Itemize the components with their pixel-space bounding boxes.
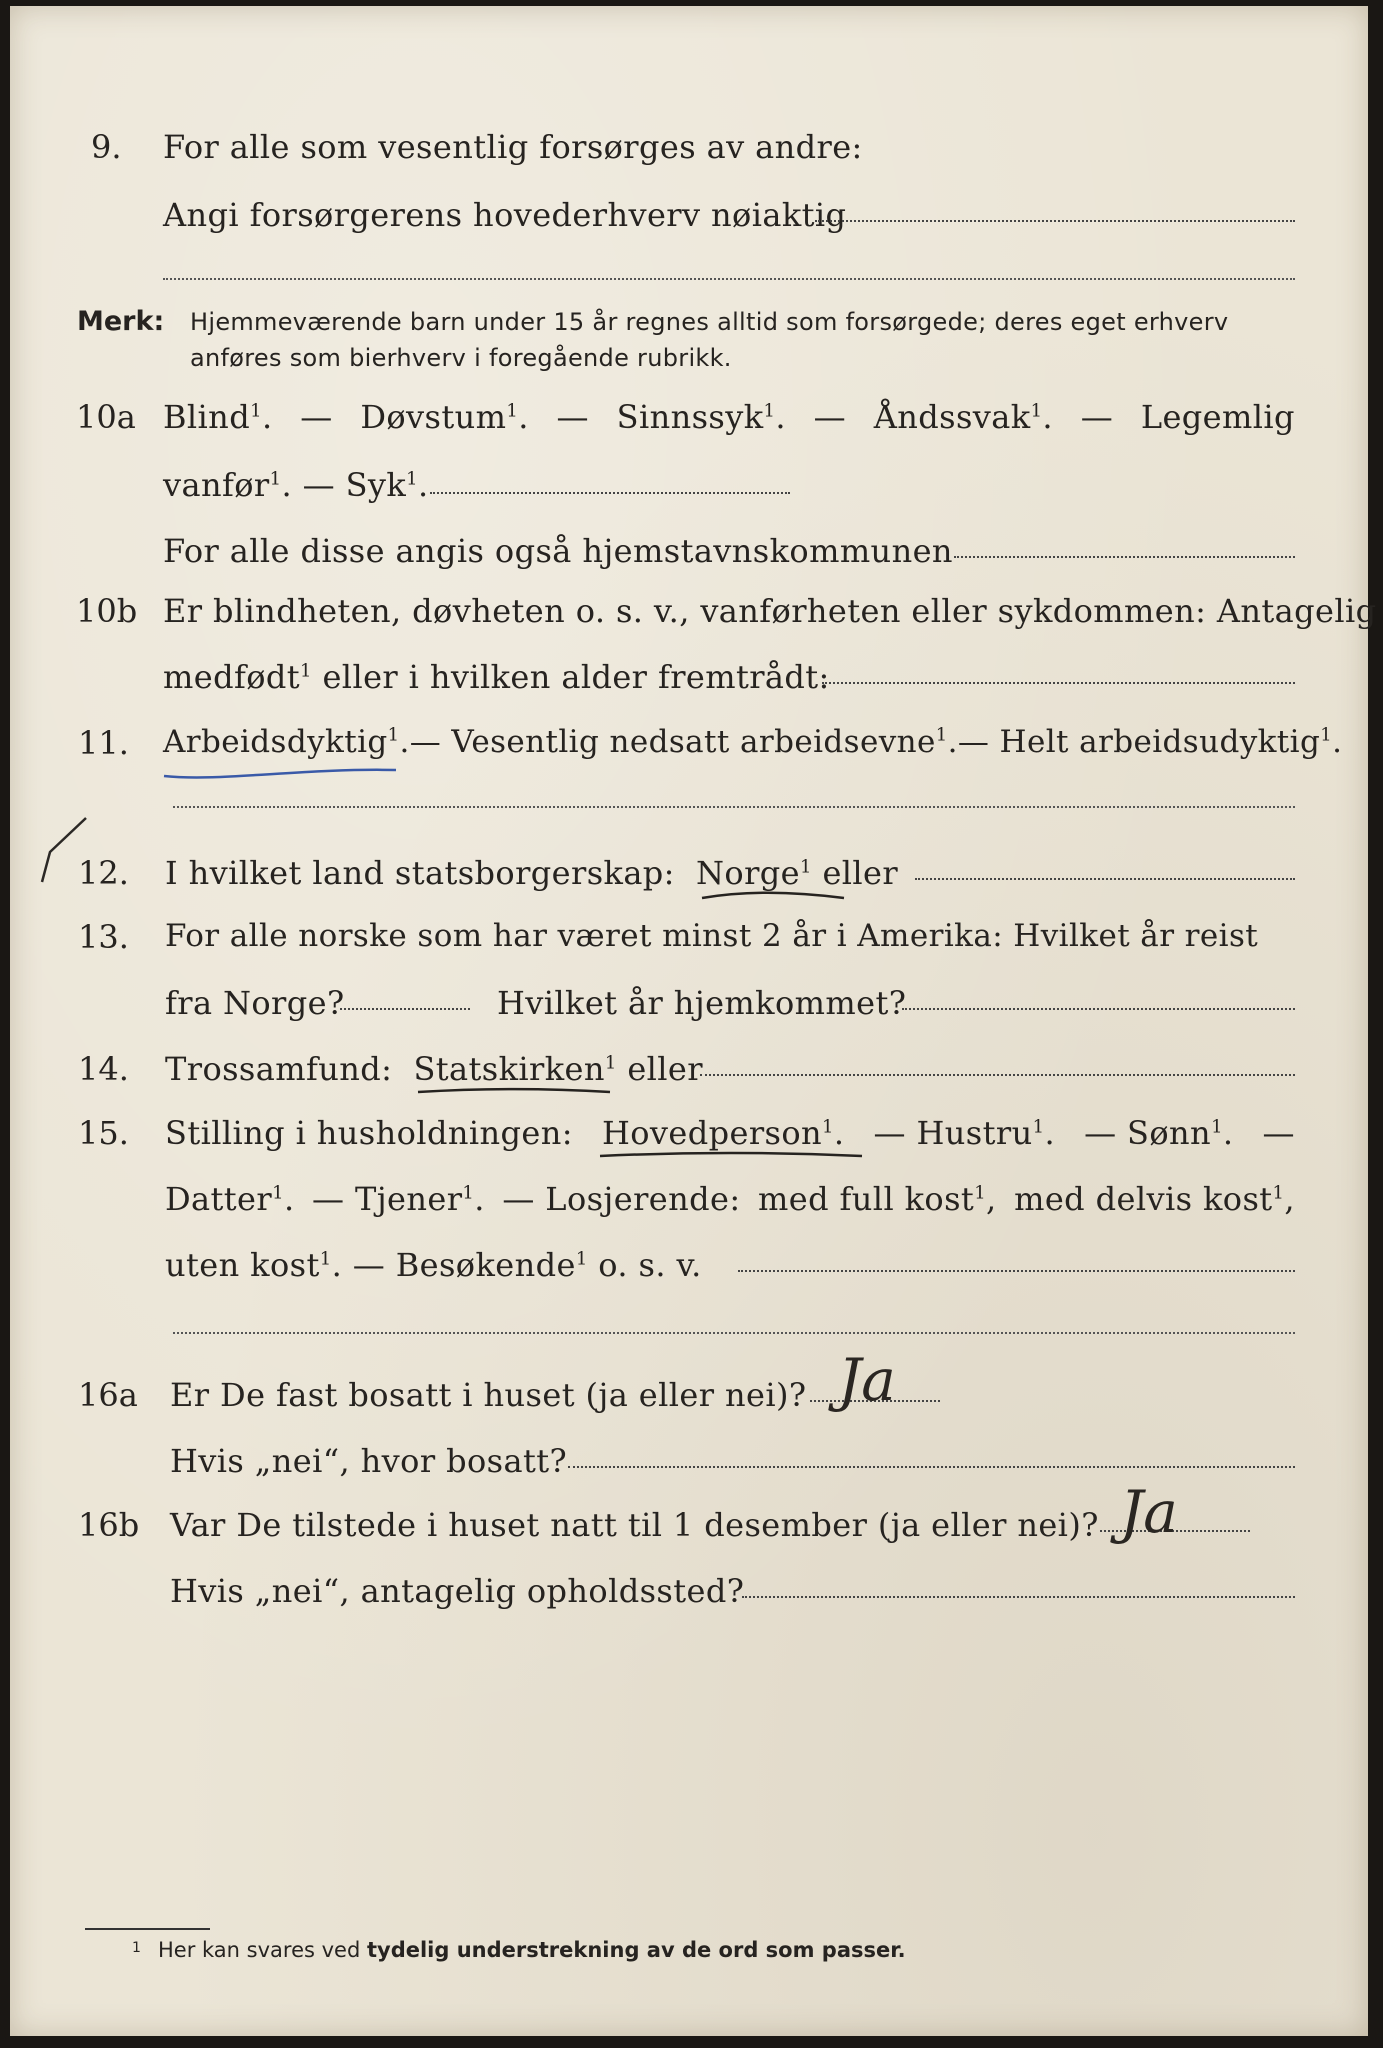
dash: — [813,398,847,436]
q13-hjemkommet: Hvilket år hjemkommet? [497,984,907,1022]
footnote-text: Her kan svares ved tydelig understrekning av de ord som passer. [158,1938,906,1962]
opt-besokende[interactable]: — Besøkende$^1$ [352,1246,588,1284]
q10b-answer-field[interactable] [822,682,1295,684]
q13-hjemkommet-field[interactable] [902,1008,1295,1010]
opt-hustru[interactable]: — Hustru$^1$. [873,1114,1056,1152]
opt-andssvak[interactable]: Åndssvak$^1$. [873,398,1053,436]
q9-line2: Angi forsørgerens hovederhverv nøiaktig [163,196,847,234]
q13-reist-field[interactable] [340,1008,470,1010]
q16b-line2: Hvis „nei“, antagelig opholdssted? [170,1572,745,1610]
opt-dovstum[interactable]: Døvstum$^1$. [360,398,529,436]
opt-arbeidsdyktig[interactable]: Arbeidsdyktig$^1$. [163,724,410,760]
q10a-kommune-field[interactable] [954,556,1295,558]
q14-answer-field[interactable] [700,1074,1295,1076]
opt-sinnssyk[interactable]: Sinnssyk$^1$. [616,398,786,436]
q14-line: Trossamfund: Statskirken$^1$ eller [165,1050,703,1088]
opt-vanfor[interactable]: vanfør$^1$. [163,466,293,504]
opt-delvis[interactable]: med delvis kost$^1$, [1014,1180,1295,1218]
q16b-opholdssted-field[interactable] [742,1596,1295,1598]
q10b-line1: Er blindheten, døvheten o. s. v., vanførheten eller sykdommen: Antagelig [163,592,1377,630]
item-number-16b: 16b [78,1506,140,1544]
q16a-line1: Er De fast bosatt i huset (ja eller nei)? [170,1376,807,1414]
opt-sonn[interactable]: — Sønn$^1$. [1084,1114,1234,1152]
pen-underline-arbeidsdyktig [160,758,400,784]
item-number-12: 12. [78,854,129,892]
item-number-14: 14. [78,1050,129,1088]
item-number-13: 13. [78,918,129,956]
dash: — [556,398,589,436]
q10a-line1 [163,398,1295,436]
item-number-11: 11. [78,724,129,762]
dash: — [1080,398,1114,436]
item-number-15: 15. [78,1114,129,1152]
q10a-line3: For alle disse angis også hjemstavnskommunen [163,532,953,570]
item-number-10a: 10a [76,398,136,436]
opt-blind[interactable]: Blind$^1$. [163,398,273,436]
form-page [10,6,1377,2036]
q16a-bosatt-field[interactable] [568,1466,1295,1468]
pen-underline-statskirken [414,1080,614,1100]
q15-line2: Datter$^1$. — Tjener$^1$. — Losjerende: med full kost$^1$, med delvis kost$^1$, [165,1180,1295,1218]
opt-datter[interactable]: Datter$^1$. [165,1180,295,1218]
q16a-line2: Hvis „nei“, hvor bosatt? [170,1442,568,1480]
opt-syk[interactable]: Syk$^1$. [345,466,429,504]
q9-answer-field[interactable] [815,220,1295,222]
q15-line3: uten kost$^1$. — Besøkende$^1$ o. s. v. [165,1246,702,1284]
footnote-rule [85,1928,210,1930]
q15-answer-line2[interactable] [173,1332,1295,1334]
q13-reist: fra Norge? [165,984,345,1022]
q12-answer-field[interactable] [915,878,1295,880]
footnote-mark: 1 [132,1940,141,1956]
item-number-10b: 10b [76,592,138,630]
pen-underline-hovedperson [596,1144,866,1164]
q10a-syk-field[interactable] [430,492,790,494]
note-line1: Hjemmeværende barn under 15 år regnes alltid som forsørgede; deres eget erhverv [190,308,1229,336]
note-label: Merk: [77,306,165,337]
opt-statskirken[interactable]: Statskirken$^1$ [413,1050,617,1088]
opt-tjener[interactable]: — Tjener$^1$. [312,1180,485,1218]
q9-line1: For alle som vesentlig forsørges av andre: [163,128,863,166]
opt-udyktig[interactable]: — Helt arbeidsudyktig$^1$. [957,724,1343,760]
q10b-line2: medfødt$^1$ eller i hvilken alder fremtrådt: [163,658,830,696]
q16b-handwritten-answer: Ja [1120,1478,1178,1546]
q10a-line2: vanfør$^1$. — Syk$^1$. [163,466,429,504]
dash: — [300,398,333,436]
opt-norge[interactable]: Norge$^1$ [696,854,812,892]
q16a-handwritten-answer: Ja [838,1346,896,1414]
q15-answer-field[interactable] [738,1270,1295,1272]
opt-fullkost[interactable]: med full kost$^1$, [758,1180,997,1218]
opt-medfodt[interactable]: medfødt$^1$ [163,658,312,696]
q15-line1: Stilling i husholdningen: Hovedperson$^1$. — Hustru$^1$. — Sønn$^1$. — [165,1114,1295,1152]
q13-line1: For alle norske som har været minst 2 år i Amerika: Hvilket år reist [165,918,1259,954]
q12-line: I hvilket land statsborgerskap: Norge$^1$ eller [165,854,899,892]
q16b-line1: Var De tilstede i huset natt til 1 desember (ja eller nei)? [170,1506,1099,1544]
q11-answer-line[interactable] [173,806,1295,808]
q9-answer-line2[interactable] [163,278,1295,280]
opt-hovedperson[interactable]: Hovedperson$^1$. [601,1114,845,1152]
opt-nedsatt[interactable]: — Vesentlig nedsatt arbeidsevne$^1$. [409,724,958,760]
opt-uten[interactable]: uten kost$^1$. [165,1246,343,1284]
item-number-16a: 16a [78,1376,138,1414]
note-line2: anføres som bierhverv i foregående rubrikk. [190,344,732,372]
q11-line [163,724,1343,760]
item-number-9: 9. [91,128,122,166]
opt-legemlig[interactable]: Legemlig [1140,398,1295,436]
pen-underline-norge [698,884,848,906]
